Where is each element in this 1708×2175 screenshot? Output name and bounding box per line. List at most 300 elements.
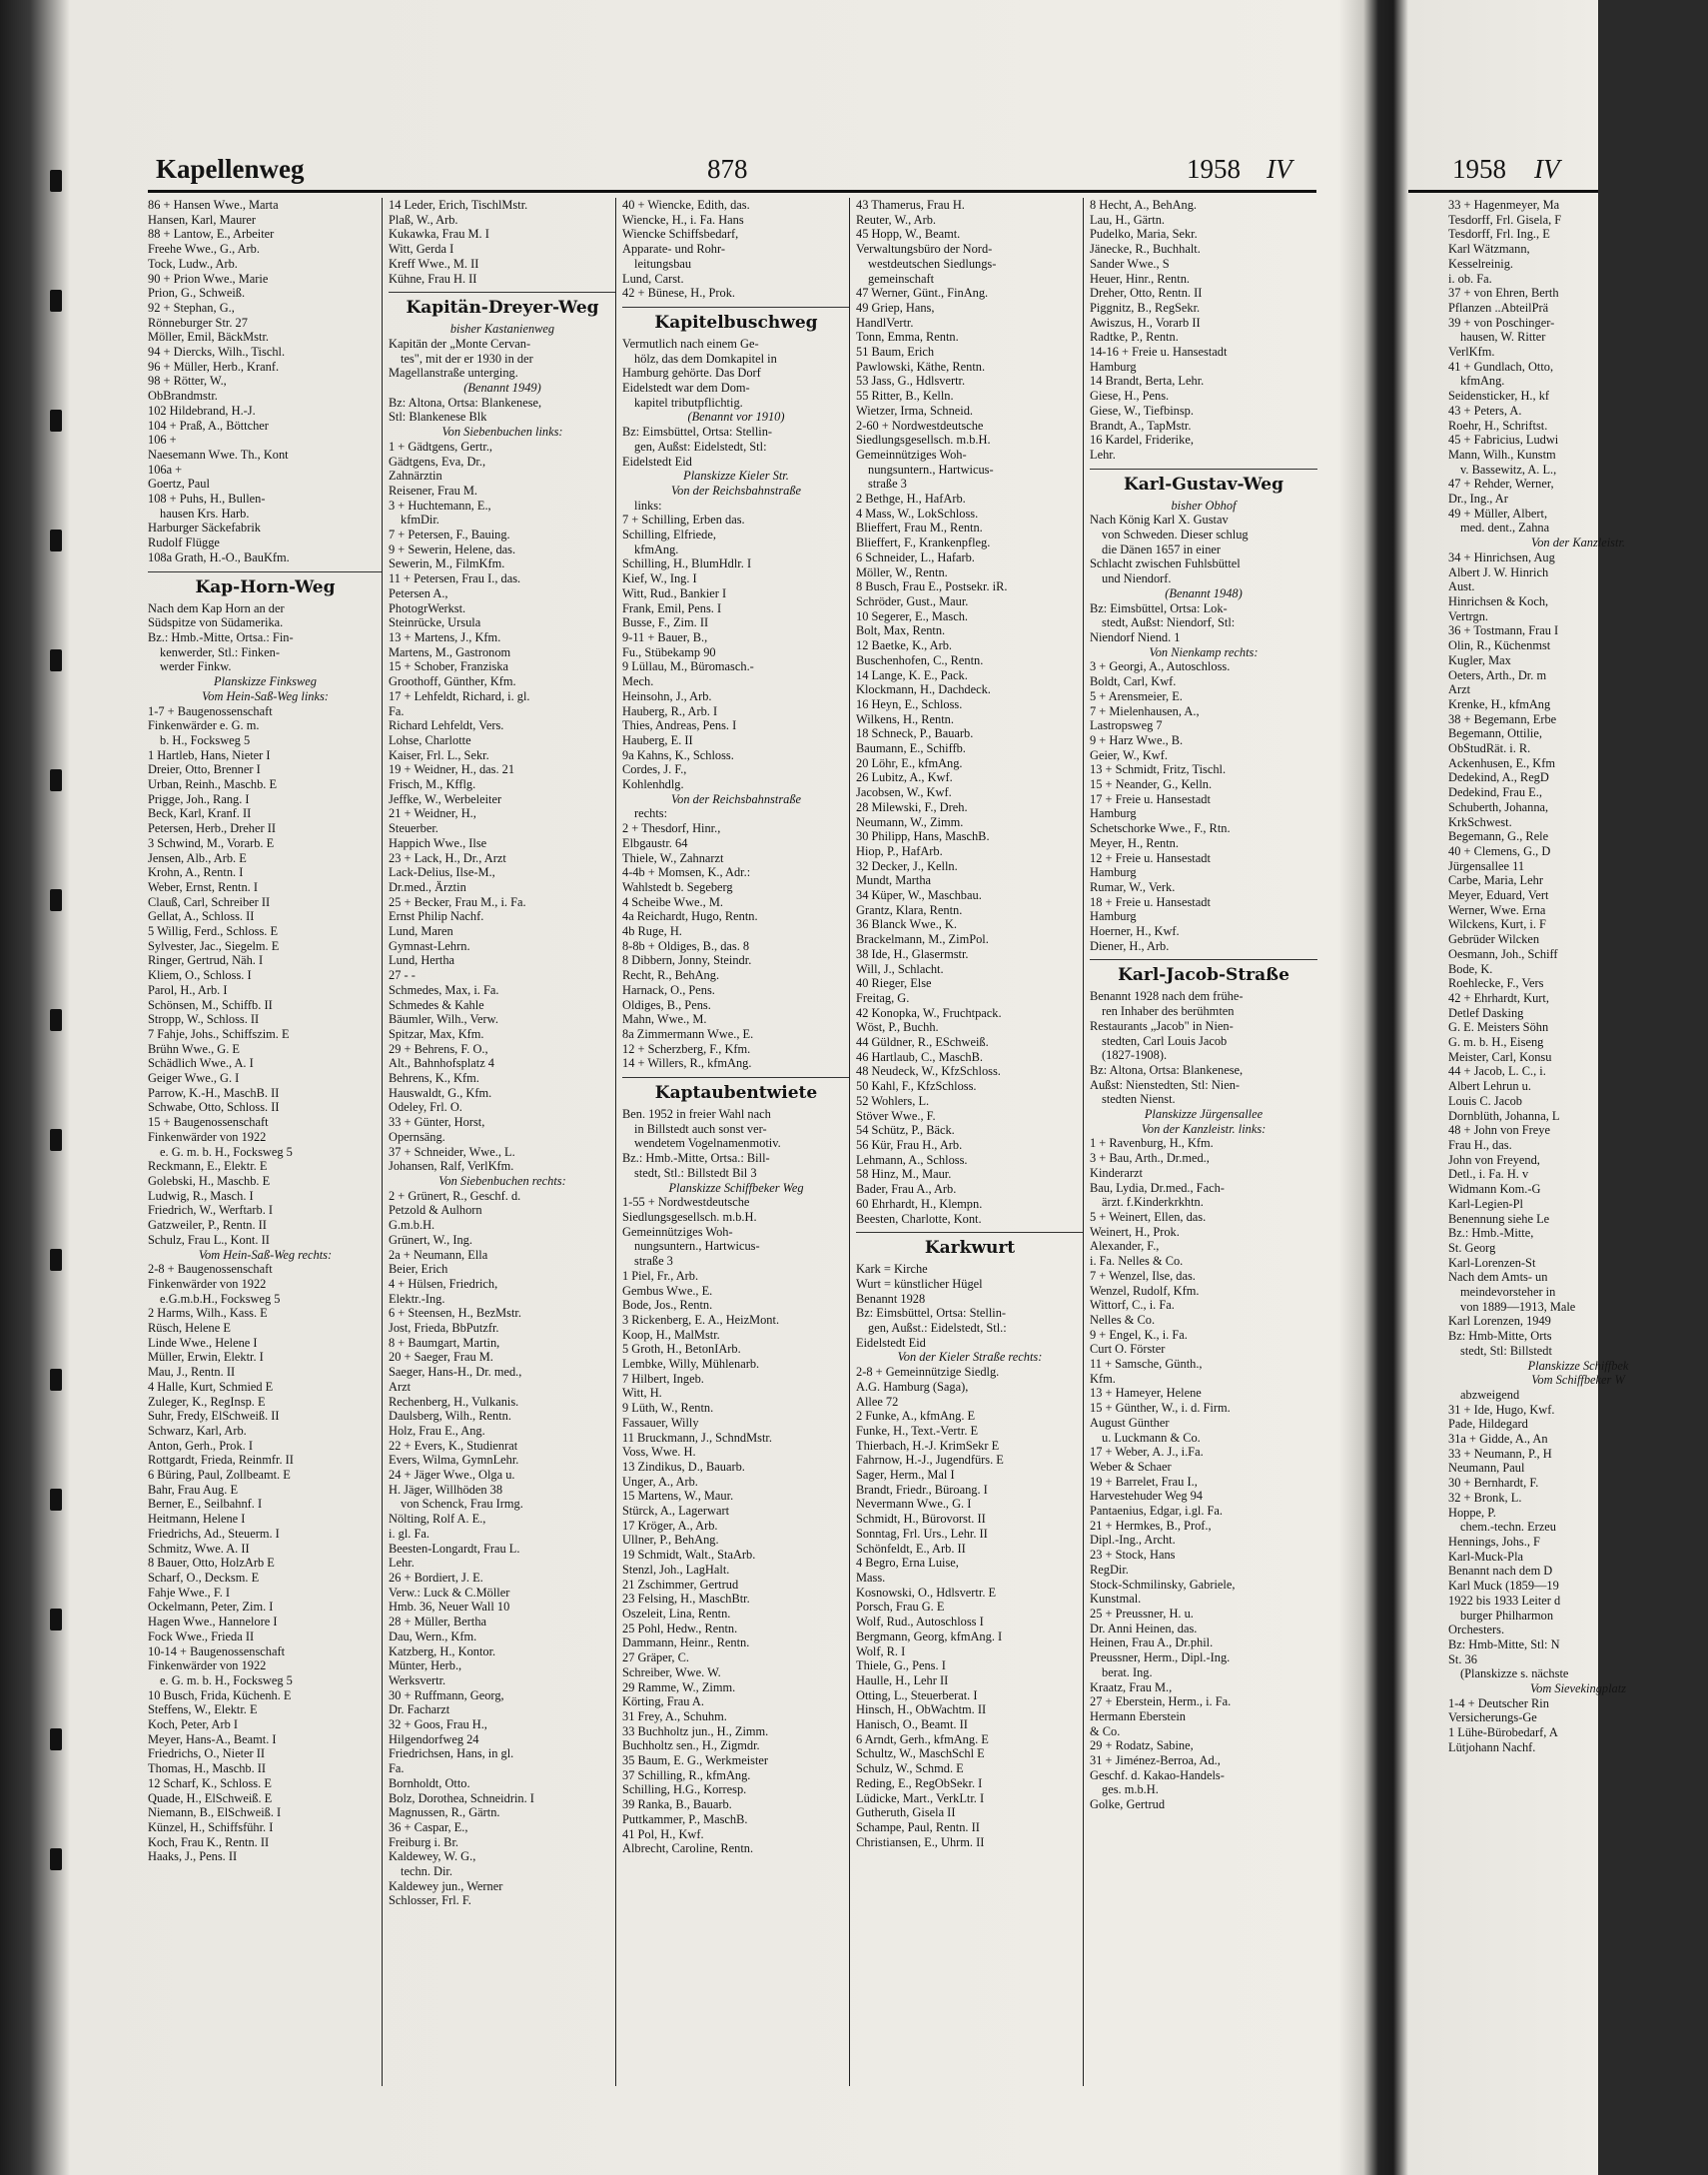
entry-line: Schulz, Frau L., Kont. II	[148, 1232, 270, 1247]
entry-line: Geschf. d. Kakao-Handels-	[1090, 1767, 1225, 1782]
entry-line: 54 Schütz, P., Bäck.	[856, 1123, 955, 1138]
entry-list	[856, 198, 1084, 419]
entry-line: 5 + Arensmeier, E.	[1090, 688, 1183, 703]
entry-line: (Benannt 1949)	[463, 381, 541, 396]
entry-line: westdeutschen Siedlungs-	[868, 256, 997, 271]
entry-line: Begemann, Ottilie,	[1448, 726, 1542, 741]
entry-line: Radtke, P., Rentn.	[1090, 330, 1179, 345]
entry-line: 17 Kröger, A., Arb.	[622, 1518, 718, 1533]
entry-line: Clauß, Carl, Schreiber II	[148, 894, 271, 909]
entry-line: gen, Außst.: Eidelstedt, Stl.:	[868, 1321, 1007, 1336]
entry-line: Nelles & Co.	[1090, 1312, 1156, 1327]
entry-line: Hanisch, O., Beamt. II	[856, 1717, 968, 1732]
entry-line: 6 + Steensen, H., BezMstr.	[389, 1306, 521, 1321]
entry-line: Wiencke, H., i. Fa. Hans	[622, 212, 744, 227]
entry-line: Schmedes, Max, i. Fa.	[389, 982, 499, 997]
entry-line: Giese, H., Pens.	[1090, 389, 1170, 404]
entry-line: Lund, Hertha	[389, 953, 455, 968]
entry-line: Awiszus, H., Vorarb II	[1090, 315, 1201, 330]
entry-line: Schröder, Gust., Maur.	[856, 593, 969, 608]
entry-list	[856, 1262, 1084, 1849]
entry-line: Fu., Stübekamp 90	[622, 644, 716, 659]
entry-line: Mahn, Wwe., M.	[622, 1012, 707, 1027]
entry-line: Kaldewey, W. G.,	[389, 1849, 476, 1864]
entry-line: stedten Nienst.	[1102, 1092, 1176, 1107]
section-title-karkwurt: Karkwurt	[856, 1232, 1084, 1259]
entry-line: Weber & Schaer	[1090, 1459, 1172, 1474]
entry-line: Rumar, W., Verk.	[1090, 879, 1176, 894]
entry-line: in Billstedt auch sonst ver-	[634, 1121, 767, 1136]
entry-line: HandlVertr.	[856, 315, 914, 330]
entry-line: Arzt	[1448, 682, 1471, 697]
entry-line: Stropp, W., Schloss. II	[148, 1012, 260, 1027]
entry-line: ren Inhaber des berühmten	[1102, 1004, 1235, 1019]
entry-line: 15 + Schober, Franziska	[389, 659, 509, 674]
entry-line: Von Nienkamp rechts:	[1149, 644, 1259, 659]
entry-line: Spitzar, Max, Kfm.	[389, 1026, 484, 1041]
entry-line: Gemeinnütziges Woh-	[856, 447, 967, 462]
entry-line: 42 + Bünese, H., Prok.	[622, 286, 735, 301]
entry-line: Urban, Reinh., Maschb. E	[148, 777, 278, 792]
entry-line: Bz: Hmb-Mitte, Orts	[1448, 1329, 1552, 1344]
entry-line: e. G. m. b. H., Focksweg 5	[160, 1672, 293, 1687]
entry-line: 16 Kardel, Friderike,	[1090, 433, 1194, 448]
entry-line: 56 Kür, Frau H., Arb.	[856, 1138, 963, 1152]
entry-line: Beesten, Charlotte, Kont.	[856, 1211, 982, 1226]
entry-line: Hiop, P., HafArb.	[856, 843, 943, 858]
entry-line: ärzt. f.Kinderkrkhtn.	[1102, 1195, 1204, 1210]
entry-line: Golebski, H., Maschb. E	[148, 1174, 271, 1188]
entry-line: Hauberg, E. II	[622, 732, 693, 747]
entry-line: 7 + Schilling, Erben das.	[622, 513, 745, 528]
entry-line: 21 + Hermkes, B., Prof.,	[1090, 1518, 1212, 1533]
entry-line: Heitmann, Helene I	[148, 1512, 246, 1527]
entry-line: 7 + Mielenhausen, A.,	[1090, 703, 1200, 718]
entry-line: Parrow, K.-H., MaschB. II	[148, 1085, 280, 1100]
entry-line: Berner, E., Seilbahnf. I	[148, 1497, 263, 1512]
entry-line: Krenke, H., kfmAng	[1448, 696, 1551, 711]
entry-line: 13 + Hameyer, Helene	[1090, 1386, 1202, 1401]
entry-line: 7 + Petersen, F., Bauing.	[389, 528, 510, 543]
entry-line: Versicherungs-Ge	[1448, 1710, 1537, 1725]
entry-line: 4 + Hülsen, Friedrich,	[389, 1276, 498, 1291]
page-header	[148, 150, 1316, 193]
entry-line: Steffens, W., Elektr. E	[148, 1702, 258, 1717]
entry-line: Eidelstedt Eid	[622, 454, 692, 469]
entry-line: Finkenwärder von 1922	[148, 1129, 267, 1144]
entry-line: Neumann, Paul	[1448, 1461, 1525, 1476]
entry-line: Schlacht zwischen Fuhlsbüttel	[1090, 556, 1241, 571]
entry-line: Stürck, A., Lagerwart	[622, 1504, 730, 1519]
entry-line: 46 Hartlaub, C., MaschB.	[856, 1049, 983, 1064]
entry-line: Friedrichsen, Hans, in gl.	[389, 1746, 514, 1761]
entry-line: 40 + Clemens, G., D	[1448, 843, 1551, 858]
entry-line: e.G.m.b.H., Focksweg 5	[160, 1291, 281, 1306]
entry-line: Haulle, H., Lehr II	[856, 1672, 949, 1687]
entry-line: 4 Scheibe Wwe., M.	[622, 894, 723, 909]
entry-line: gemeinschaft	[868, 271, 935, 286]
entry-line: 14 Leder, Erich, TischlMstr.	[389, 198, 528, 212]
entry-line: Blieffert, F., Krankenpfleg.	[856, 536, 991, 550]
entry-line: 36 + Caspar, E.,	[389, 1819, 468, 1834]
entry-line: 17 + Weber, A. J., i.Fa.	[1090, 1445, 1204, 1460]
entry-line: u. Luckmann & Co.	[1102, 1430, 1201, 1445]
entry-line: Außst: Nienstedten, Stl: Nien-	[1090, 1077, 1241, 1092]
entry-line: Detlef Dasking	[1448, 1005, 1524, 1020]
entry-line: Benannt 1928 nach dem frühe-	[1090, 989, 1244, 1004]
entry-line: Lund, Maren	[389, 924, 453, 939]
entry-line: 39 + von Poschinger-	[1448, 315, 1555, 330]
entry-line: Bode, K.	[1448, 961, 1493, 976]
entry-line: Hoppe, P.	[1448, 1505, 1496, 1520]
entry-line: 31 Frey, A., Schuhm.	[622, 1708, 727, 1723]
entry-line: 40 Rieger, Else	[856, 976, 932, 991]
entry-line: Dedekind, Frau E.,	[1448, 785, 1542, 800]
spine-mark	[50, 1728, 62, 1750]
entry-line: 33 + Hagenmeyer, Ma	[1448, 198, 1560, 212]
entry-line: Dr.med., Ärztin	[389, 879, 466, 894]
entry-line: 20 + Saeger, Frau M.	[389, 1350, 493, 1365]
entry-line: Niendorf Niend. 1	[1090, 629, 1181, 644]
entry-line: 33 Buchholtz jun., H., Zimm.	[622, 1723, 769, 1738]
entry-line: Harvestehuder Weg 94	[1090, 1489, 1204, 1504]
entry-list	[1448, 198, 1708, 1755]
entry-line: Baumann, E., Schiffb.	[856, 741, 966, 756]
entry-line: Scharf, O., Decksm. E	[148, 1570, 260, 1585]
entry-line: Elbgaustr. 64	[622, 835, 688, 850]
entry-line: 29 Ramme, W., Zimm.	[622, 1679, 736, 1694]
entry-line: 30 + Ruffmann, Georg,	[389, 1687, 504, 1702]
entry-line: Bäumler, Wilh., Verw.	[389, 1012, 498, 1027]
entry-line: Pflanzen ..AbteilPrä	[1448, 300, 1549, 315]
entry-line: 106 +	[148, 433, 177, 448]
entry-line: Bornholdt, Otto.	[389, 1775, 470, 1790]
entry-line: Finkenwärder von 1922	[148, 1276, 267, 1291]
entry-line: Von der Reichsbahnstraße	[670, 483, 802, 498]
entry-list	[148, 601, 383, 1864]
entry-line: Lehmann, A., Schloss.	[856, 1152, 968, 1167]
entry-line: Schampe, Paul, Rentn. II	[856, 1819, 980, 1834]
entry-line: Gutheruth, Gisela II	[856, 1805, 956, 1820]
entry-line: Von der Kanzleistr.	[1531, 536, 1625, 550]
entry-line: Magnussen, R., Gärtn.	[389, 1805, 500, 1820]
entry-line: Schmitz, Wwe. A. II	[148, 1541, 250, 1556]
entry-line: Gädtgens, Eva, Dr.,	[389, 454, 486, 469]
entry-line: 3 Rickenberg, E. A., HeizMont.	[622, 1312, 780, 1327]
entry-line: stedt, Außst: Niendorf, Stl:	[1102, 615, 1236, 630]
entry-line: Magellanstraße unterging.	[389, 366, 518, 381]
entry-line: Suhr, Fredy, ElSchweiß. II	[148, 1409, 280, 1424]
entry-line: 94 + Diercks, Wilh., Tischl.	[148, 345, 286, 360]
entry-line: Werner, Wwe. Erna	[1448, 902, 1546, 917]
entry-list	[622, 198, 850, 301]
entry-line: Wiencke Schiffsbedarf,	[622, 227, 739, 242]
entry-line: G. E. Meisters Söhn	[1448, 1020, 1549, 1035]
entry-line: Cordes, J. F.,	[622, 762, 687, 777]
entry-line: Wöst, P., Buchh.	[856, 1020, 939, 1035]
column-2	[382, 198, 616, 2086]
entry-line: Brackelmann, M., ZimPol.	[856, 932, 989, 947]
section-title-kap-horn-weg: Kap-Horn-Weg	[148, 571, 383, 598]
entry-list	[622, 1107, 850, 1856]
entry-line: Lütjohann Nachf.	[1448, 1739, 1536, 1754]
entry-line: leitungsbau	[634, 256, 692, 271]
entry-line: 15 + Günther, W., i. d. Firm.	[1090, 1401, 1231, 1416]
entry-line: 27 Gräper, C.	[622, 1650, 689, 1665]
entry-line: (Benannt 1948)	[1165, 585, 1243, 600]
entry-line: 27 - -	[389, 968, 416, 983]
entry-line: 32 + Goos, Frau H.,	[389, 1717, 487, 1732]
facing-header-year: 1958	[1452, 154, 1506, 184]
entry-line: 11 + Samsche, Günth.,	[1090, 1357, 1203, 1372]
entry-line: 3 Schwind, M., Vorarb. E	[148, 835, 275, 850]
entry-line: 23 + Stock, Hans	[1090, 1548, 1176, 1563]
entry-line: Klockmann, H., Dachdeck.	[856, 682, 991, 697]
entry-line: Oesmann, Joh., Schiff	[1448, 946, 1558, 961]
entry-line: Plaß, W., Arb.	[389, 212, 458, 227]
entry-line: 9 Lüllau, M., Büromasch.-	[622, 659, 754, 674]
entry-line: 5 + Weinert, Ellen, das.	[1090, 1210, 1207, 1224]
entry-line: 14 Lange, K. E., Pack.	[856, 667, 968, 682]
entry-line: Mann, Wilh., Kunstm	[1448, 447, 1556, 462]
entry-line: Planskizze Schiffbek	[1527, 1358, 1629, 1373]
entry-line: hölz, das dem Domkapitel in	[634, 351, 777, 366]
entry-line: Benannt nach dem D	[1448, 1564, 1553, 1579]
entry-line: 44 Güldner, R., ESchweiß.	[856, 1035, 989, 1050]
entry-line: Kreff Wwe., M. II	[389, 256, 479, 271]
entry-line: Begemann, G., Rele	[1448, 829, 1549, 844]
entry-line: 25 Pohl, Hedw., Rentn.	[622, 1621, 738, 1635]
entry-line: Hilgendorfweg 24	[389, 1731, 479, 1746]
entry-line: 16 Heyn, E., Schloss.	[856, 696, 963, 711]
entry-line: 12 + Freie u. Hansestadt	[1090, 850, 1211, 865]
entry-line: 37 + von Ehren, Berth	[1448, 286, 1559, 301]
entry-line: Schilling, Elfriede,	[622, 528, 716, 543]
entry-line: Meyer, H., Rentn.	[1090, 835, 1179, 850]
entry-line: Finkenwärder von 1922	[148, 1658, 267, 1673]
entry-line: Allee 72	[856, 1394, 899, 1409]
entry-line: Kfm.	[1090, 1371, 1116, 1386]
entry-line: Jänecke, R., Buchhalt.	[1090, 242, 1201, 257]
entry-line: 2-60 + Nordwestdeutsche	[856, 418, 984, 433]
entry-line: G.m.b.H.	[389, 1218, 435, 1233]
entry-line: (1827-1908).	[1102, 1048, 1168, 1063]
entry-line: Brandt, Friedr., Büroang. I	[856, 1482, 988, 1497]
entry-line: 22 + Evers, K., Studienrat	[389, 1438, 518, 1453]
entry-line: nungsuntern., Hartwicus-	[868, 462, 994, 477]
spine-mark	[50, 410, 62, 432]
entry-line: Vom Sievekingplatz	[1529, 1681, 1626, 1696]
entry-line: Bz: Hmb-Mitte, Stl: N	[1448, 1636, 1560, 1651]
entry-line: Alt., Bahnhofsplatz 4	[389, 1056, 494, 1071]
entry-line: 2-8 + Baugenossenschaft	[148, 1262, 273, 1277]
entry-line: Gembus Wwe., E.	[622, 1283, 713, 1298]
entry-line: stedt, Stl: Billstedt	[1460, 1343, 1552, 1358]
entry-line: Grünert, W., Ing.	[389, 1232, 472, 1247]
entry-line: Möller, Emil, BäckMstr.	[148, 330, 269, 345]
section-title-karl-jacob-strasse: Karl-Jacob-Straße	[1090, 959, 1317, 986]
entry-line: Goertz, Paul	[148, 477, 210, 492]
entry-line: Carbe, Maria, Lehr	[1448, 873, 1543, 888]
entry-line: Curt O. Förster	[1090, 1342, 1166, 1357]
entry-line: Bahr, Frau Aug. E	[148, 1482, 239, 1497]
entry-line: 17 + Freie u. Hansestadt	[1090, 791, 1211, 806]
entry-line: Tesdorff, Frl. Gisela, F	[1448, 212, 1562, 227]
entry-line: Oldiges, B., Pens.	[622, 997, 711, 1012]
entry-line: Gemeinnütziges Woh-	[622, 1224, 733, 1239]
entry-line: 15 Martens, W., Maur.	[622, 1489, 734, 1504]
entry-line: Nach König Karl X. Gustav	[1090, 513, 1229, 528]
entry-line: 28 + Müller, Bertha	[389, 1615, 487, 1630]
entry-line: 4a Reichardt, Hugo, Rentn.	[622, 909, 758, 924]
entry-line: 9 + Engel, K., i. Fa.	[1090, 1327, 1188, 1342]
entry-list	[389, 198, 616, 286]
entry-line: Pawlowski, Käthe, Rentn.	[856, 359, 986, 374]
entry-line: Naesemann Wwe. Th., Kont	[148, 447, 289, 462]
entry-line: 2-8 + Gemeinnützige Siedlg.	[856, 1365, 1000, 1380]
entry-line: 11 Bruckmann, J., SchndMstr.	[622, 1430, 772, 1445]
entry-line: Fock Wwe., Frieda II	[148, 1629, 255, 1643]
entry-line: Mass.	[856, 1570, 886, 1585]
entry-line: Kief, W., Ing. I	[622, 571, 697, 586]
entry-line: i. gl. Fa.	[389, 1526, 429, 1541]
entry-line: Geier, W., Kwf.	[1090, 747, 1168, 762]
entry-line: Beesten-Longardt, Frau L.	[389, 1541, 520, 1556]
entry-line: 9 Lüth, W., Rentn.	[622, 1401, 714, 1416]
entry-line: Frank, Emil, Pens. I	[622, 600, 722, 615]
facing-page-column	[1448, 198, 1708, 2086]
entry-line: Meyer, Hans-A., Beamt. I	[148, 1731, 277, 1746]
entry-line: Petersen, Herb., Dreher II	[148, 821, 276, 836]
entry-line: Neumann, W., Zimm.	[856, 814, 964, 829]
entry-line: 50 Kahl, F., KfzSchloss.	[856, 1079, 977, 1094]
entry-line: KrkSchwest.	[1448, 814, 1512, 829]
entry-line: 45 Hopp, W., Beamt.	[856, 227, 961, 242]
entry-line: Stenzl, Joh., LagHalt.	[622, 1562, 730, 1577]
entry-line: 33 + Günter, Horst,	[389, 1115, 485, 1130]
entry-line: Blieffert, Frau M., Rentn.	[856, 521, 983, 536]
entry-line: 7 + Wenzel, Ilse, das.	[1090, 1268, 1196, 1283]
entry-line: St. 36	[1448, 1651, 1477, 1666]
entry-line: 12 + Scherzberg, F., Kfm.	[622, 1041, 751, 1056]
entry-list	[1090, 499, 1317, 954]
entry-line: 25 + Preussner, H. u.	[1090, 1606, 1194, 1621]
entry-line: Thies, Andreas, Pens. I	[622, 718, 737, 733]
entry-line: 2 Harms, Wilh., Kass. E	[148, 1306, 268, 1321]
entry-line: Tock, Ludw., Arb.	[148, 256, 238, 271]
entry-line: Dr., Ing., Ar	[1448, 492, 1508, 507]
entry-line: links:	[634, 498, 662, 513]
entry-line: 3 + Huchtemann, E.,	[389, 498, 491, 513]
entry-line: 39 Ranka, B., Bauarb.	[622, 1797, 732, 1812]
entry-line: Dr. Facharzt	[389, 1702, 450, 1717]
entry-line: 26 + Bordiert, J. E.	[389, 1570, 483, 1585]
entry-line: Meister, Carl, Konsu	[1448, 1049, 1552, 1064]
entry-line: 41 + Gundlach, Otto,	[1448, 359, 1554, 374]
entry-line: August Günther	[1090, 1415, 1170, 1430]
entry-line: 19 + Barrelet, Frau I.,	[1090, 1474, 1198, 1489]
entry-list	[856, 419, 1084, 1227]
entry-line: Linde Wwe., Helene I	[148, 1335, 258, 1350]
spine-mark	[50, 1369, 62, 1391]
entry-line: Will, J., Schlacht.	[856, 961, 944, 976]
entry-line: 1 Lühe-Bürobedarf, A	[1448, 1725, 1558, 1740]
entry-line: Friedrichs, Ad., Steuerm. I	[148, 1526, 280, 1541]
entry-line: bisher Obhof	[1171, 498, 1237, 513]
entry-line: Sager, Herm., Mal I	[856, 1468, 955, 1483]
entry-line: Freiburg i. Br.	[389, 1834, 458, 1849]
entry-line: Voss, Wwe. H.	[622, 1445, 696, 1460]
section-title-karl-gustav-weg: Karl-Gustav-Weg	[1090, 469, 1317, 496]
entry-line: Kinderarzt	[1090, 1165, 1143, 1180]
entry-line: nungsuntern., Hartwicus-	[634, 1239, 760, 1254]
entry-line: Ben. 1952 in freier Wahl nach	[622, 1107, 771, 1122]
entry-line: 34 + Hinrichsen, Aug	[1448, 549, 1555, 564]
entry-line: 1-4 + Deutscher Rin	[1448, 1695, 1549, 1710]
entry-line: Vertrgn.	[1448, 608, 1489, 623]
entry-line: Holz, Frau E., Ang.	[389, 1423, 485, 1438]
entry-line: 8-8b + Oldiges, B., das. 8	[622, 938, 750, 953]
entry-line: Wilckens, Kurt, i. F	[1448, 917, 1546, 932]
entry-line: 2 + Grünert, R., Geschf. d.	[389, 1188, 521, 1203]
entry-line: Hamburg	[1090, 909, 1137, 924]
entry-line: 7 Hilbert, Ingeb.	[622, 1371, 704, 1386]
entry-line: 96 + Müller, Herb., Kranf.	[148, 359, 280, 374]
entry-line: Von der Kanzleistr. links:	[1141, 1121, 1267, 1136]
entry-line: Lehr.	[1090, 447, 1116, 462]
entry-line: Detl., i. Fa. H. v	[1448, 1167, 1529, 1182]
entry-line: gen, Außst: Eidelstedt, Stl:	[634, 439, 767, 454]
entry-line: Bolt, Max, Rentn.	[856, 623, 946, 638]
entry-line: Siedlungsgesellsch. m.b.H.	[622, 1210, 757, 1224]
entry-line: med. dent., Zahna	[1460, 521, 1550, 536]
entry-line: Zahnärztin	[389, 469, 442, 484]
entry-line: Hinsch, H., ObWachtm. II	[856, 1702, 987, 1717]
entry-line: 86 + Hansen Wwe., Marta	[148, 198, 279, 212]
entry-line: 8 Busch, Frau E., Postsekr. iR.	[856, 579, 1008, 594]
entry-line: Opernsäng.	[389, 1129, 445, 1144]
entry-line: Hauswaldt, G., Kfm.	[389, 1085, 492, 1100]
entry-line: 9 + Sewerin, Helene, das.	[389, 542, 516, 556]
entry-line: i. ob. Fa.	[1448, 271, 1492, 286]
header-district: IV	[1267, 154, 1292, 184]
entry-line: 31 + Ide, Hugo, Kwf.	[1448, 1402, 1555, 1417]
entry-line: Vom Hein-Saß-Weg rechts:	[198, 1247, 333, 1262]
entry-line: 8a Zimmermann Wwe., E.	[622, 1026, 754, 1041]
entry-line: 12 Baetke, K., Arb.	[856, 638, 953, 653]
entry-line: Reckmann, E., Elektr. E	[148, 1159, 268, 1174]
entry-list	[1090, 989, 1317, 1811]
entry-line: Albert J. W. Hinrich	[1448, 564, 1549, 579]
entry-line: Fa.	[389, 1761, 405, 1776]
entry-line: Oeters, Arth., Dr. m	[1448, 667, 1547, 682]
entry-line: 45 + Fabricius, Ludwi	[1448, 433, 1559, 448]
entry-line: Nölting, Rolf A. E.,	[389, 1512, 486, 1527]
entry-line: Nach dem Kap Horn an der	[148, 600, 285, 615]
entry-line: Roehr, H., Schriftst.	[1448, 418, 1548, 433]
entry-line: kfmAng.	[1460, 374, 1505, 389]
entry-line: Heinsohn, J., Arb.	[622, 688, 712, 703]
entry-line: Sewerin, M., FilmKfm.	[389, 556, 505, 571]
entry-line: Kugler, Max	[1448, 652, 1511, 667]
entry-line: Südspitze von Südamerika.	[148, 615, 284, 630]
entry-line: Wolf, R. I	[856, 1643, 906, 1658]
entry-line: 11 + Petersen, Frau I., das.	[389, 571, 521, 586]
entry-line: Kaldewey jun., Werner	[389, 1878, 503, 1893]
entry-line: Stock-Schmilinsky, Gabriele,	[1090, 1577, 1236, 1592]
entry-line: Louis C. Jacob	[1448, 1093, 1522, 1108]
entry-line: ObStudRät. i. R.	[1448, 741, 1531, 756]
